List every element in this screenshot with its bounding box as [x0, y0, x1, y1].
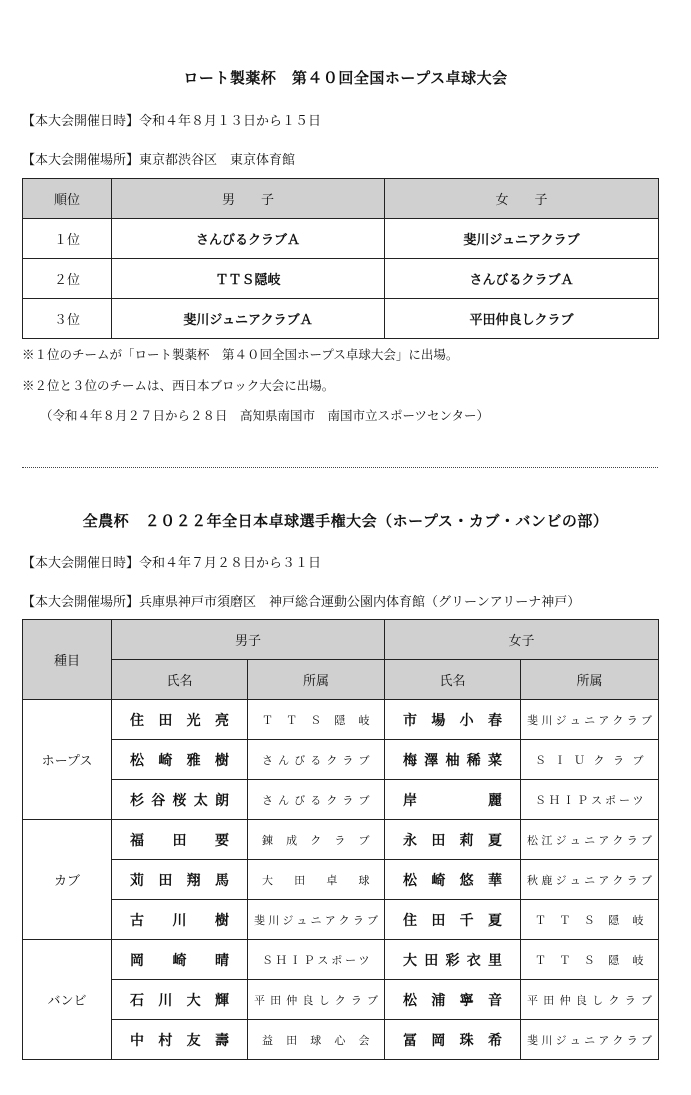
boy-affiliation-cell: 錬成クラブ	[248, 820, 385, 860]
note-second-third: ※２位と３位のチームは、西日本ブロック大会に出場。	[22, 378, 335, 393]
boy-affiliation-cell: 益田球心会	[248, 1020, 385, 1060]
girls-team-cell: さんびるクラブＡ	[385, 259, 659, 299]
table-row	[23, 780, 659, 820]
category-hopes: ホープス	[23, 700, 112, 820]
boy-affiliation-cell: 斐川ジュニアクラブ	[248, 900, 385, 940]
boy-affiliation-cell: ＴＴＳ隠岐	[248, 700, 385, 740]
table-row	[23, 700, 659, 740]
boys-team-cell: ＴＴＳ隠岐	[112, 259, 385, 299]
table-row	[23, 980, 659, 1020]
section2-date: 【本大会開催日時】令和４年７月２８日から３１日	[22, 556, 322, 571]
boy-name-cell: 住田光亮	[112, 700, 248, 740]
section-divider	[22, 467, 658, 468]
table-row	[23, 259, 659, 299]
girl-affiliation-cell: 斐川ジュニアクラブ	[521, 1020, 659, 1060]
girl-affiliation-cell: ＳＨＩＰスポーツ	[521, 780, 659, 820]
girl-affiliation-cell: 斐川ジュニアクラブ	[521, 700, 659, 740]
table-row	[23, 820, 659, 860]
header-boys: 男子	[112, 620, 385, 660]
boy-affiliation-cell: さんびるクラブ	[248, 740, 385, 780]
rank-cell: １位	[23, 219, 112, 259]
boy-affiliation-cell: さんびるクラブ	[248, 780, 385, 820]
boys-team-cell: 斐川ジュニアクラブＡ	[112, 299, 385, 339]
girl-name-cell: 梅澤柚稀菜	[385, 740, 521, 780]
rank-cell: ２位	[23, 259, 112, 299]
girls-team-cell: 斐川ジュニアクラブ	[385, 219, 659, 259]
table-row	[23, 299, 659, 339]
girl-affiliation-cell: 秋鹿ジュニアクラブ	[521, 860, 659, 900]
boy-affiliation-cell: ＳＨＩＰスポーツ	[248, 940, 385, 980]
table-row	[23, 1020, 659, 1060]
girl-name-cell: 大田彩衣里	[385, 940, 521, 980]
girl-name-cell: 岸 麗	[385, 780, 521, 820]
rank-cell: ３位	[23, 299, 112, 339]
girl-affiliation-cell: ＳＩＵクラブ	[521, 740, 659, 780]
girl-name-cell: 冨岡珠希	[385, 1020, 521, 1060]
table-row	[23, 940, 659, 980]
girl-affiliation-cell: ＴＴＳ隠岐	[521, 940, 659, 980]
boy-affiliation-cell: 大田卓球	[248, 860, 385, 900]
girl-name-cell: 松崎悠華	[385, 860, 521, 900]
girl-affiliation-cell: ＴＴＳ隠岐	[521, 900, 659, 940]
boys-team-cell: さんびるクラブＡ	[112, 219, 385, 259]
section2-venue: 【本大会開催場所】兵庫県神戸市須磨区 神戸総合運動公園内体育館（グリーンアリーナ神戸）	[22, 595, 581, 610]
header-boy-name: 氏名	[112, 660, 248, 700]
boy-name-cell: 松崎雅樹	[112, 740, 248, 780]
section1-venue: 【本大会開催場所】東京都渋谷区 東京体育館	[22, 153, 296, 168]
boy-name-cell: 岡崎晴	[112, 940, 248, 980]
category-bambi: バンビ	[23, 940, 112, 1060]
players-header-row-2	[23, 660, 659, 700]
table-row	[23, 219, 659, 259]
boy-name-cell: 中村友壽	[112, 1020, 248, 1060]
header-girls: 女子	[385, 620, 659, 660]
boy-name-cell: 苅田翔馬	[112, 860, 248, 900]
boy-name-cell: 古川樹	[112, 900, 248, 940]
header-girl-affiliation: 所属	[521, 660, 659, 700]
boy-name-cell: 杉谷桜太朗	[112, 780, 248, 820]
header-boy-affiliation: 所属	[248, 660, 385, 700]
category-cub: カブ	[23, 820, 112, 940]
header-category: 種目	[23, 620, 112, 700]
girl-name-cell: 市場小春	[385, 700, 521, 740]
header-boys: 男 子	[112, 179, 385, 219]
players-table	[22, 619, 659, 1060]
header-girl-name: 氏名	[385, 660, 521, 700]
girls-team-cell: 平田仲良しクラブ	[385, 299, 659, 339]
table-row	[23, 900, 659, 940]
results-table	[22, 178, 659, 339]
results-header-row	[23, 179, 659, 219]
girl-name-cell: 永田莉夏	[385, 820, 521, 860]
section1-date: 【本大会開催日時】令和４年８月１３日から１５日	[22, 114, 322, 129]
boy-name-cell: 石川大輝	[112, 980, 248, 1020]
boy-name-cell: 福田要	[112, 820, 248, 860]
boy-affiliation-cell: 平田仲良しクラブ	[248, 980, 385, 1020]
note-block-event: （令和４年８月２７日から２８日 高知県南国市 南国市立スポーツセンター）	[40, 408, 490, 423]
girl-name-cell: 松浦寧音	[385, 980, 521, 1020]
section2-title: 全農杯 ２０２２年全日本卓球選手権大会（ホープス・カブ・バンビの部）	[82, 512, 609, 530]
girl-affiliation-cell: 平田仲良しクラブ	[521, 980, 659, 1020]
table-row	[23, 860, 659, 900]
header-rank: 順位	[23, 179, 112, 219]
note-first-place: ※１位のチームが「ロート製薬杯 第４０回全国ホープス卓球大会」に出場。	[22, 347, 459, 362]
header-girls: 女 子	[385, 179, 659, 219]
section1-title: ロート製薬杯 第４０回全国ホープス卓球大会	[183, 69, 508, 87]
players-header-row-1	[23, 620, 659, 660]
girl-affiliation-cell: 松江ジュニアクラブ	[521, 820, 659, 860]
girl-name-cell: 住田千夏	[385, 900, 521, 940]
table-row	[23, 740, 659, 780]
